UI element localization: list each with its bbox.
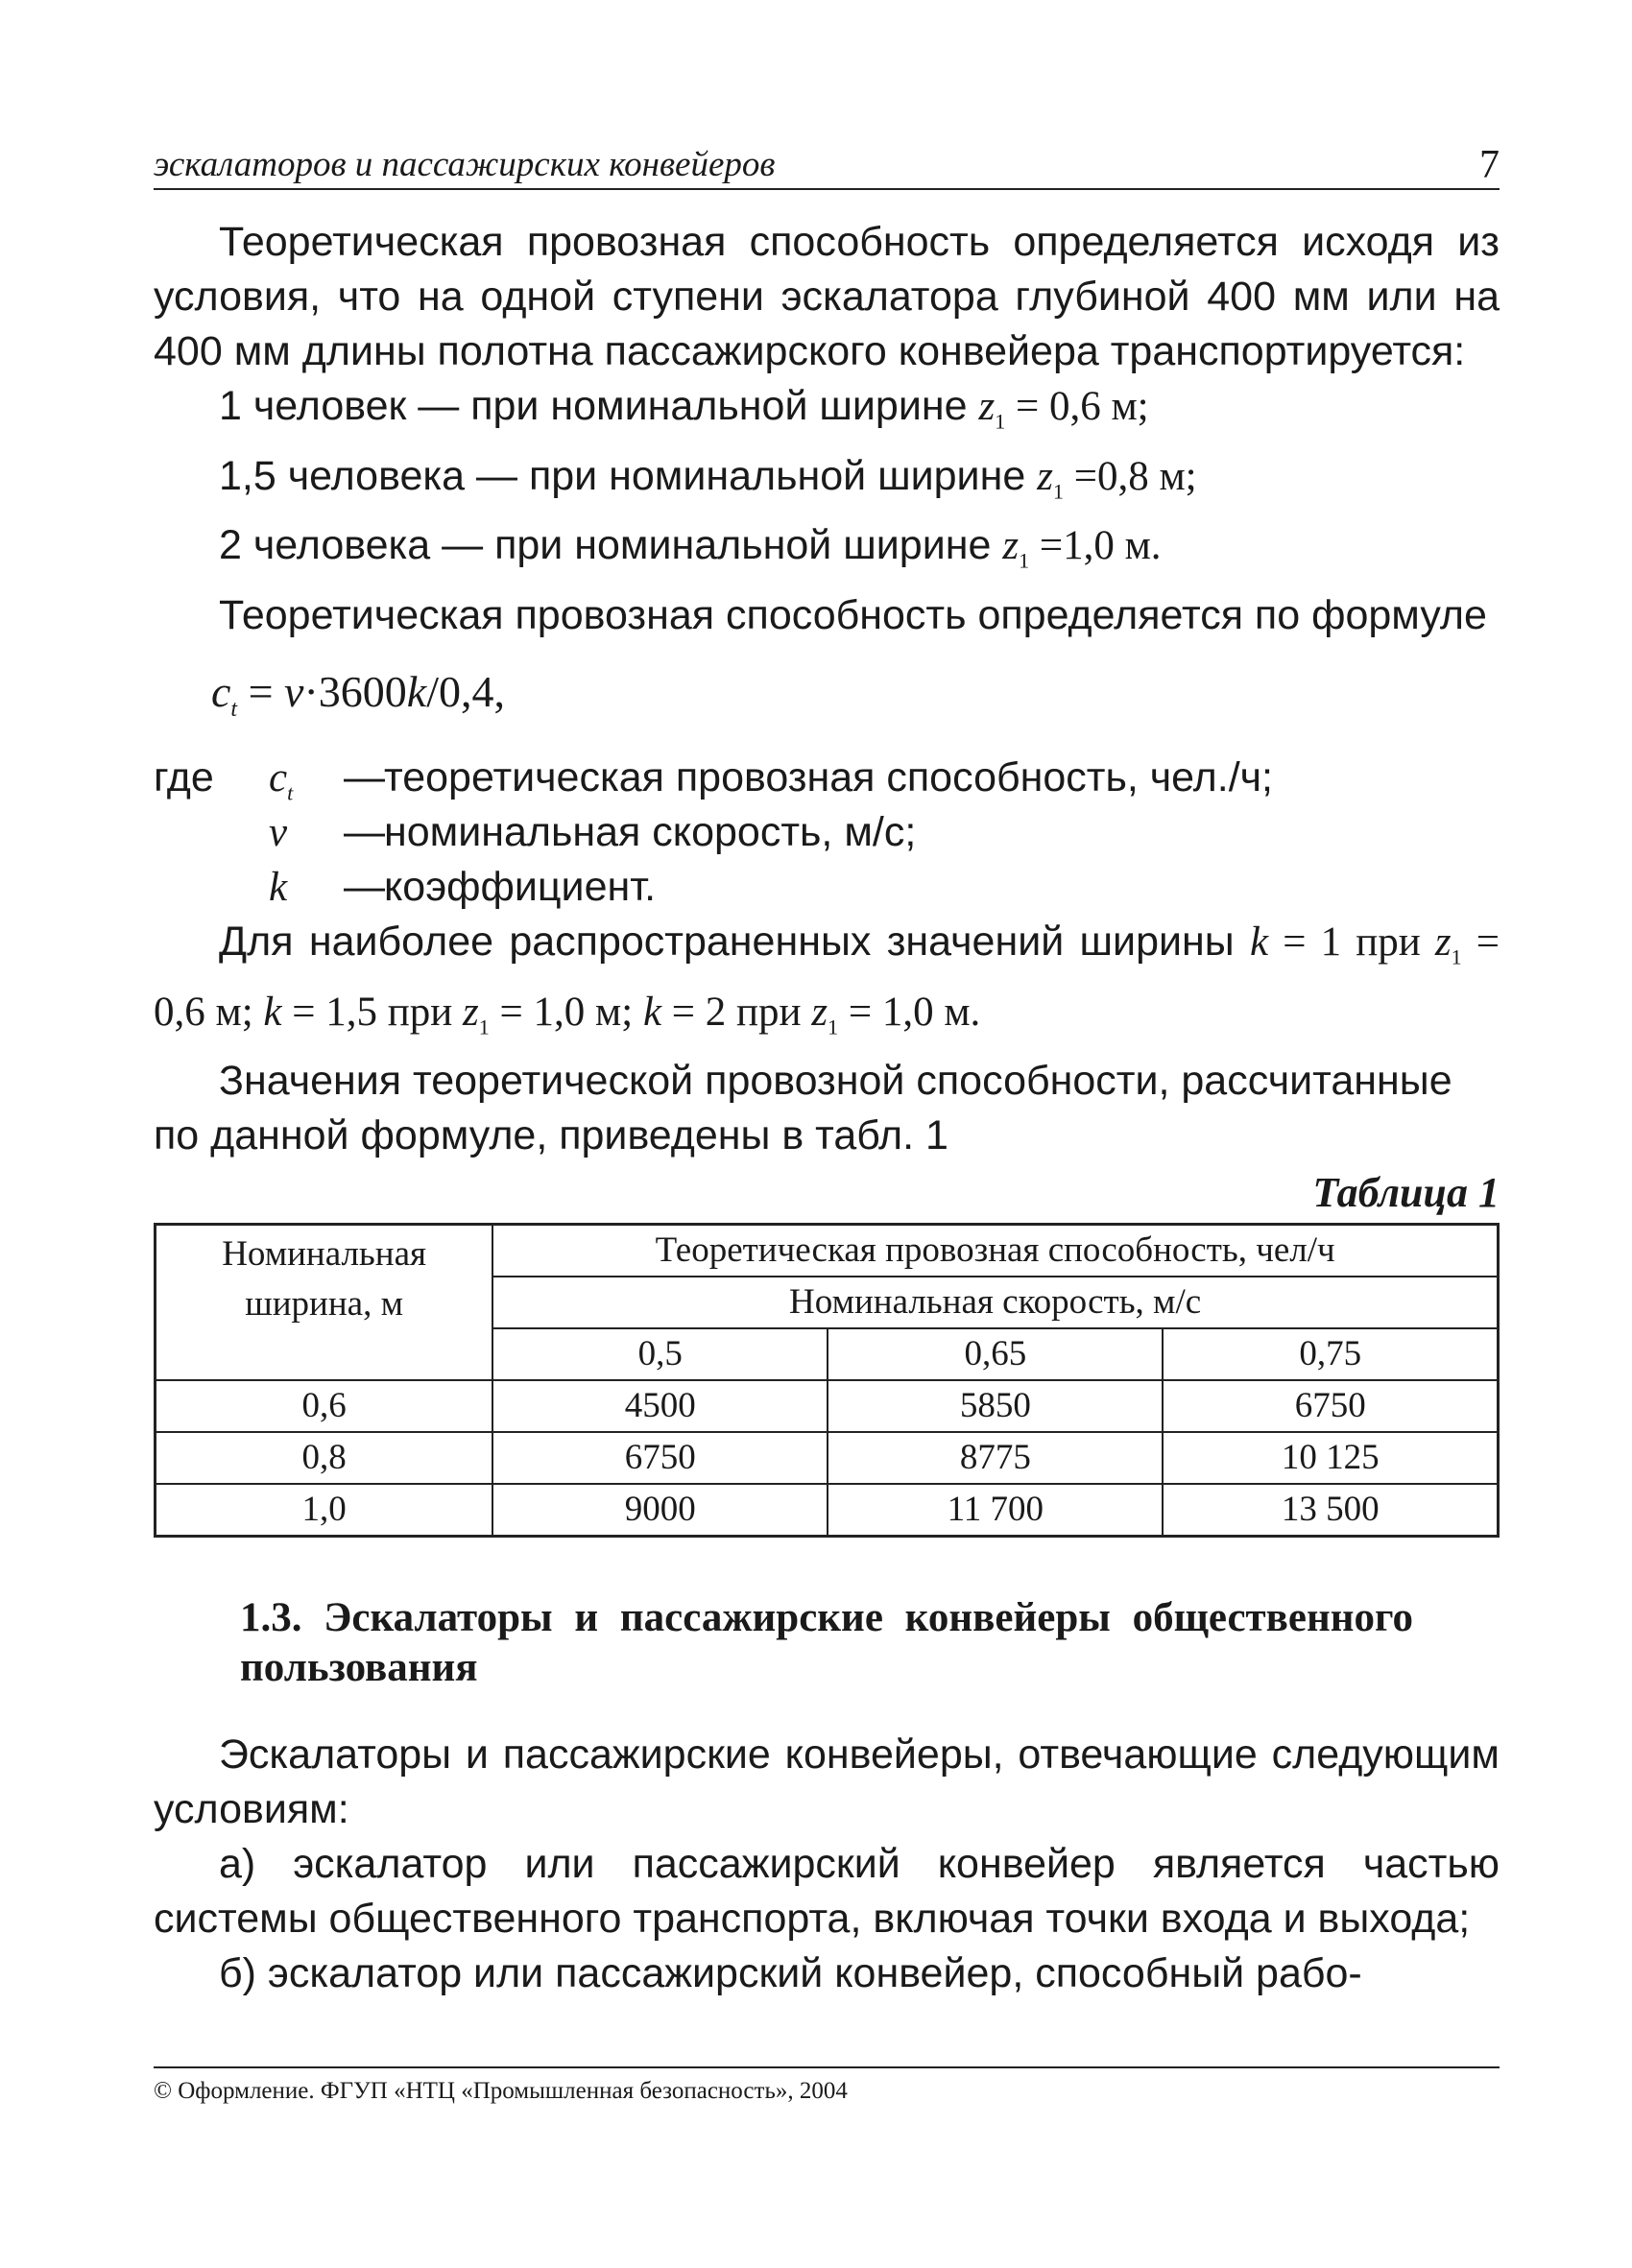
table-header-speed-value: 0,75 bbox=[1163, 1328, 1498, 1380]
table-row: 1,0 9000 11 700 13 500 bbox=[156, 1484, 1499, 1537]
running-title: эскалаторов и пассажирских конвейеров bbox=[154, 145, 776, 184]
table-caption: Таблица 1 bbox=[1312, 1169, 1500, 1217]
where-label: где bbox=[154, 753, 214, 800]
table-header-speed: Номинальная скорость, м/с bbox=[492, 1277, 1498, 1328]
capacity-table bbox=[154, 1223, 1500, 1538]
document-page bbox=[154, 0, 1500, 2268]
capacity-item-1: 1 человек — при номинальной ширине $z_1 = 0,6$ м; bbox=[219, 383, 1149, 434]
coefficient-values-paragraph: Для наиболее распространенных значений ширины k = 1 при $z_1 = 0,6$ м; k = 1,5 при $z_1 = 1,0$ м; k = 2 при $z_1 = 1,0$ м. bbox=[154, 918, 1500, 1039]
capacity-item-2: 1,5 человека — при номинальной ширине $z_1 =0,8$ м; bbox=[219, 452, 1197, 504]
running-header bbox=[154, 142, 1500, 190]
definition-list bbox=[154, 751, 1500, 915]
condition-b: б) эскалатор или пассажирский конвейер, способный рабо- bbox=[219, 1950, 1362, 1997]
table-header-speed-value: 0,5 bbox=[492, 1328, 828, 1380]
definition-row: k — коэффициент. bbox=[269, 863, 657, 910]
section-heading: 1.3. Эскалаторы и пассажирские конвейеры общественного пользования bbox=[240, 1595, 1413, 1691]
capacity-formula: $c_t = v\cdot 3600k/0,4$, bbox=[211, 666, 505, 722]
formula-intro: Теоретическая провозная способность определяется по формуле bbox=[219, 591, 1487, 638]
table-header-capacity: Теоретическая провозная способность, чел/ч bbox=[492, 1225, 1498, 1277]
table-reference-paragraph: Значения теоретической провозной способности, рассчитанные по данной формуле, приведены в табл. 1 bbox=[154, 1058, 1452, 1159]
condition-a: а) эскалатор или пассажирский конвейер является частью системы общественного транспорта, включая точки входа и выхода; bbox=[154, 1841, 1500, 1943]
section-intro-paragraph: Эскалаторы и пассажирские конвейеры, отвечающие следующим условиям: bbox=[154, 1731, 1500, 1833]
definition-row: где $c_t$ — теоретическая провозная способность, чел./ч; bbox=[154, 751, 1500, 805]
table-row: 0,8 6750 8775 10 125 bbox=[156, 1432, 1499, 1484]
capacity-item-3: 2 человека — при номинальной ширине $z_1 =1,0$ м. bbox=[219, 522, 1162, 573]
copyright-footer: © Оформление. ФГУП «НТЦ «Промышленная безопасность», 2004 bbox=[154, 2066, 1500, 2105]
table-header-width: Номинальная ширина, м bbox=[156, 1225, 493, 1381]
definition-row: v — номинальная скорость, м/с; bbox=[269, 808, 917, 855]
page-body bbox=[154, 215, 1500, 2001]
page-number: 7 bbox=[1479, 143, 1500, 187]
table-header-speed-value: 0,65 bbox=[828, 1328, 1163, 1380]
table-row: 0,6 4500 5850 6750 bbox=[156, 1380, 1499, 1432]
intro-paragraph: Теоретическая провозная способность определяется исходя из условия, что на одной ступени эскалатора глубиной 400 мм или на 400 мм длины полотна пассажирского конвейера транспортируется: bbox=[154, 219, 1500, 374]
